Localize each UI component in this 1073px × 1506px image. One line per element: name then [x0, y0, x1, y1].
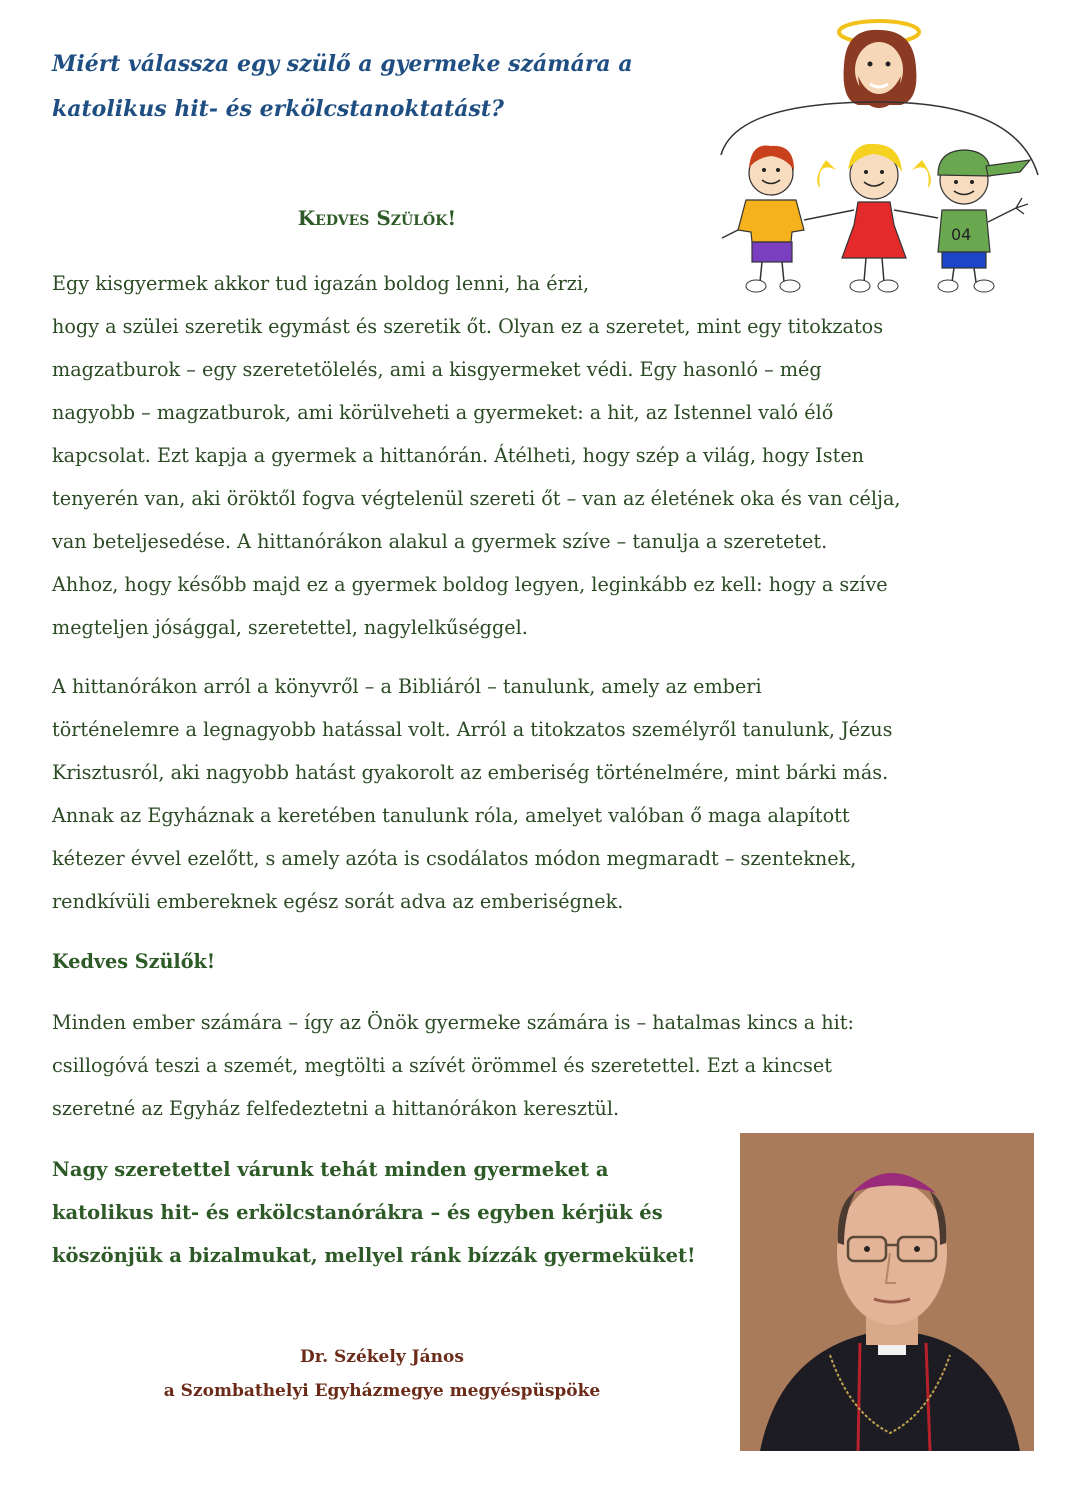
- paragraph-line: Annak az Egyháznak a keretében tanulunk róla, amelyet valóban ő maga alapított: [52, 804, 850, 827]
- greeting-2-text: Kedves Szülők!: [52, 950, 216, 973]
- paragraph-line: történelemre a legnagyobb hatással volt. Arról a titokzatos személyről tanulunk, Jézus: [52, 718, 893, 741]
- paragraph-2: [52, 665, 892, 923]
- page-title: [52, 42, 692, 132]
- closing-line: köszönjük a bizalmukat, mellyel ránk bízzák gyermeküket!: [52, 1244, 696, 1267]
- greeting-heading-text: Kedves Szülők!: [297, 206, 457, 230]
- page-title-line: katolikus hit- és erkölcstanoktatást?: [52, 96, 504, 122]
- paragraph-line: Minden ember számára – így az Önök gyermeke számára is – hatalmas kincs a hit:: [52, 1011, 854, 1034]
- paragraph-line: kapcsolat. Ezt kapja a gyermek a hittanórán. Átélheti, hogy szép a világ, hogy Isten: [52, 444, 865, 467]
- children-illustration: [716, 10, 1046, 300]
- signature-role: a Szombathelyi Egyházmegye megyéspüspöke: [163, 1381, 601, 1401]
- paragraph-line: csillogóvá teszi a szemét, megtölti a szívét örömmel és szeretettel. Ezt a kincset: [52, 1054, 832, 1077]
- paragraph-line: magzatburok – egy szeretetölelés, ami a kisgyermeket védi. Egy hasonló – még: [52, 358, 822, 381]
- closing-line: katolikus hit- és erkölcstanórákra – és egyben kérjük és: [52, 1201, 663, 1224]
- paragraph-1: [52, 262, 901, 649]
- paragraph-line: megteljen jósággal, szeretettel, nagylelkűséggel.: [52, 616, 528, 639]
- paragraph-line: nagyobb – magzatburok, ami körülveheti a gyermeket: a hit, az Istennel való élő: [52, 401, 834, 424]
- paragraph-line: kétezer évvel ezelőtt, s amely azóta is csodálatos módon megmaradt – szenteknek,: [52, 847, 857, 870]
- jesus-face-icon: [844, 30, 917, 108]
- page-title-line: Miért válassza egy szülő a gyermeke számára a: [52, 51, 633, 77]
- paragraph-line: van beteljesedése. A hittanórákon alakul a gyermek szíve – tanulja a szeretetet.: [52, 530, 828, 553]
- child-boy-icon: [722, 145, 804, 292]
- paragraph-3: [52, 1001, 854, 1130]
- shirt-number: 04: [951, 225, 972, 244]
- child-cap-icon: [938, 150, 1030, 292]
- paragraph-line: Egy kisgyermek akkor tud igazán boldog lenni, ha érzi,: [52, 272, 590, 295]
- closing-line: Nagy szeretettel várunk tehát minden gyermeket a: [52, 1158, 609, 1181]
- signature-name: Dr. Székely János: [300, 1347, 464, 1367]
- paragraph-line: szeretné az Egyház felfedeztetni a hittanórákon keresztül.: [52, 1097, 620, 1120]
- paragraph-line: hogy a szülei szeretik egymást és szeretik őt. Olyan ez a szeretet, mint egy titokzatos: [52, 315, 884, 338]
- child-girl-icon: [804, 144, 938, 292]
- closing-statement: [52, 1148, 732, 1277]
- signature: [52, 1340, 712, 1408]
- bishop-portrait: [740, 1133, 1034, 1451]
- greeting-2: [52, 940, 215, 983]
- paragraph-line: Ahhoz, hogy később majd ez a gyermek boldog legyen, leginkább ez kell: hogy a szíve: [52, 573, 888, 596]
- paragraph-line: rendkívüli embereknek egész sorát adva az emberiségnek.: [52, 890, 624, 913]
- greeting-heading: [52, 206, 702, 230]
- paragraph-line: tenyerén van, aki öröktől fogva végtelenül szereti őt – van az életének oka és van célja,: [52, 487, 901, 510]
- paragraph-line: Krisztusról, aki nagyobb hatást gyakorolt az emberiség történelmére, mint bárki más.: [52, 761, 889, 784]
- paragraph-line: A hittanórákon arról a könyvről – a Bibliáról – tanulunk, amely az emberi: [52, 675, 762, 698]
